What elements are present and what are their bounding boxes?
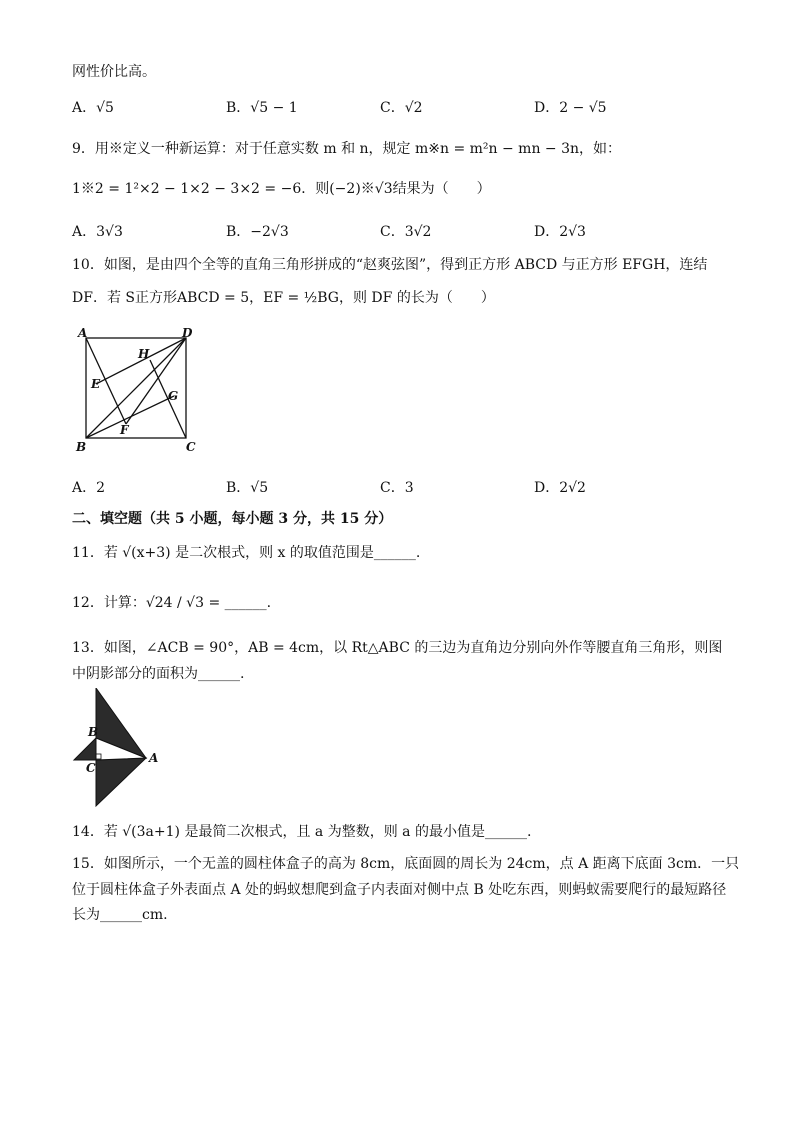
q9-option-d: D．2√3 [534, 224, 586, 240]
q14-text: 14．若 √(3a+1) 是最简二次根式，且 a 为整数，则 a 的最小值是______. [72, 824, 532, 840]
q13-stem-line2: 中阴影部分的面积为______. [72, 666, 245, 682]
segment-de [96, 338, 186, 384]
q8-tail-text: 网性价比高。 [72, 64, 156, 80]
q8-option-d: D．2 − √5 [534, 100, 607, 116]
figure-label-a: A [149, 751, 159, 765]
figure-label-a: A [78, 326, 88, 340]
figure-label-d: D [182, 326, 193, 340]
zhao-shuang-string-figure [72, 326, 202, 456]
q15-stem-line3: 长为______cm. [72, 907, 168, 923]
shaded-triangle-left [74, 738, 96, 760]
section-2-title: 二、填空题（共 5 小题，每小题 3 分，共 15 分） [72, 511, 393, 527]
q11-text: 11．若 √(x+3) 是二次根式，则 x 的取值范围是______. [72, 545, 421, 561]
q8-option-b: B．√5 − 1 [226, 100, 298, 116]
q9-option-a: A．3√3 [72, 224, 123, 240]
q9-option-c: C．3√2 [380, 224, 432, 240]
q10-option-d: D．2√2 [534, 480, 586, 496]
figure-label-e: E [91, 377, 101, 391]
figure-label-c: C [186, 440, 196, 454]
figure-label-f: F [120, 423, 129, 437]
q8-option-a: A．√5 [72, 100, 114, 116]
segment-bg [86, 396, 174, 438]
q9-stem-line2: 1※2 = 1²×2 − 1×2 − 3×2 = −6．则(−2)※√3结果为（ ） [72, 181, 491, 197]
q9-option-b: B．−2√3 [226, 224, 289, 240]
q10-option-b: B．√5 [226, 480, 269, 496]
figure-label-b: B [88, 725, 99, 739]
segment-bd [86, 338, 186, 438]
q13-stem-line1: 13．如图，∠ACB = 90°，AB = 4cm，以 Rt△ABC 的三边为直角边分别向外作等腰直角三角形，则图 [72, 640, 723, 656]
q9-stem-line1: 9．用※定义一种新运算：对于任意实数 m 和 n，规定 m※n = m²n − mn − 3n，如： [72, 141, 622, 157]
q15-stem-line2: 位于圆柱体盒子外表面点 A 处的蚂蚁想爬到盒子内表面对侧中点 B 处吃东西，则蚂蚁需要爬行的最短路径 [72, 882, 727, 898]
q8-option-c: C．√2 [380, 100, 423, 116]
isosceles-right-triangles-figure [70, 688, 162, 808]
q12-text: 12．计算：√24 / √3 = ______. [72, 595, 272, 611]
figure-label-h: H [138, 347, 150, 361]
figure-label-g: G [168, 389, 179, 403]
q10-option-a: A．2 [72, 480, 106, 496]
q10-option-c: C．3 [380, 480, 414, 496]
segment-df [126, 338, 186, 424]
shaded-triangle-bottom [96, 758, 146, 806]
figure-label-c: C [86, 761, 96, 775]
figure-label-b: B [76, 440, 87, 454]
q15-stem-line1: 15．如图所示，一个无盖的圆柱体盒子的高为 8cm，底面圆的周长为 24cm，点 A 距离下底面 3cm．一只 [72, 856, 740, 872]
q10-stem-line2: DF．若 S正方形ABCD = 5，EF = ½BG，则 DF 的长为（ ） [72, 290, 495, 306]
q10-stem-line1: 10．如图，是由四个全等的直角三角形拼成的“赵爽弦图”，得到正方形 ABCD 与正方形 EFGH，连结 [72, 257, 708, 273]
